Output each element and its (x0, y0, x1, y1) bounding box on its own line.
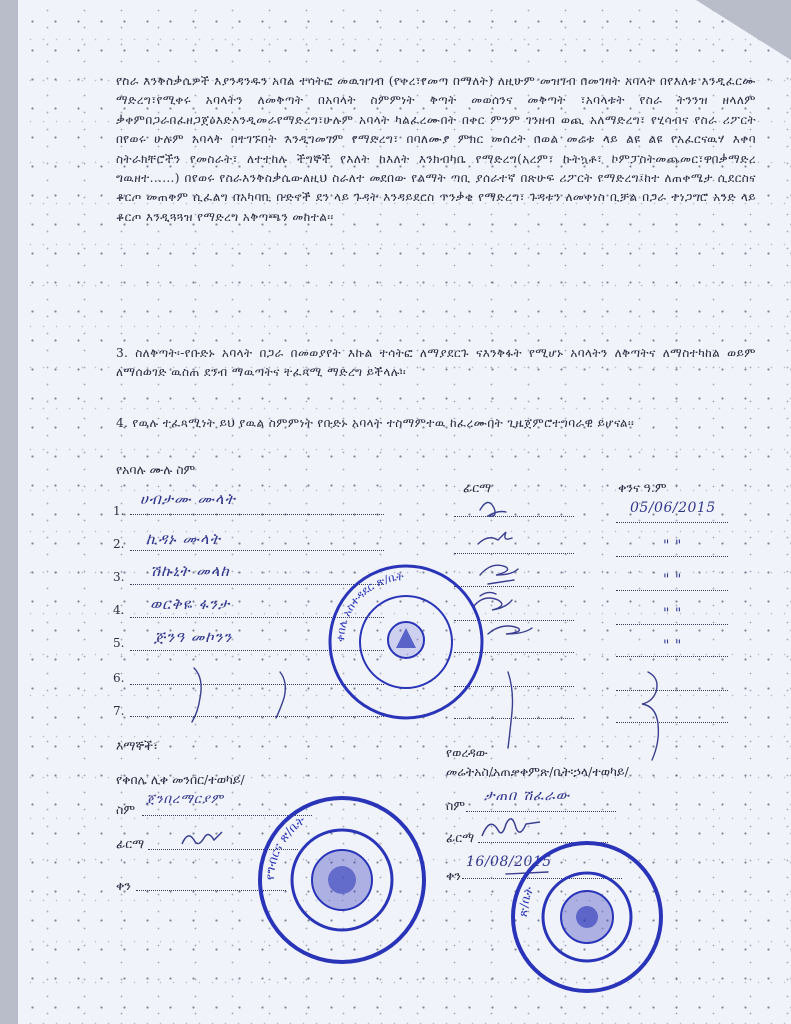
member-date: " " (663, 638, 682, 654)
member-name: ሀብታሙ ሙላት (140, 490, 236, 508)
woreda-title-line1: የወረዳው (446, 745, 488, 760)
col-header-signature: ፊርማ (463, 480, 492, 495)
col-header-date: ቀንና ዓ.ም (618, 480, 667, 495)
woreda-name-value: ታጠበ ሽፈራው (484, 788, 571, 804)
bracket-mark (276, 672, 285, 718)
row-number: 5. (113, 636, 125, 650)
kebele-rep-title: የቀበሌ ሊቀ መንበር/ተወካይ/ (116, 772, 245, 787)
stamp-text: ቀበሌ አስተዳደር ጽ/ቤት (333, 569, 405, 643)
col-header-name: የአባሉ ሙሉ ስም (116, 462, 196, 477)
kebele-date-label: ቀን (116, 878, 131, 893)
member-date: " " (663, 572, 682, 588)
member-name: ኪዳኑ ሙላት (146, 530, 221, 548)
kebele-name-value: ጀንበረማርያም (146, 792, 224, 807)
stamp-text: ጽ/ቤት (515, 884, 537, 918)
kebele-name-label: ስም (116, 802, 136, 817)
bracket-mark (192, 668, 201, 722)
row-number: 1. (113, 504, 125, 518)
row-number: 3. (113, 570, 125, 584)
woreda-name-label: ስም (446, 798, 466, 813)
signature-scribble (478, 532, 512, 544)
kebele-signature (178, 826, 228, 852)
bracket-mark (642, 672, 658, 760)
woreda-title-line2: መሬትአስ/አጠቃቀምጽ/ቤት፡ኃላ/ተወካይ/ (446, 764, 629, 779)
member-name: ወርቅዬ ፋንታ (150, 595, 231, 613)
woreda-stamp (508, 838, 666, 996)
kebele-stamp (326, 562, 486, 722)
signature-scribble (480, 502, 506, 516)
woreda-signature-label: ፊርማ (446, 830, 475, 845)
member-name: ጅንዓ መኮንን (154, 628, 233, 646)
kebele-signature-label: ፊርማ (116, 836, 145, 851)
bracket-mark (508, 672, 513, 748)
member-date: " " (663, 606, 682, 622)
paragraph-penalty: 3. ስለቅጣት፡-የቡድኑ አባላት በጋራ በመወያየት እኩል ተሳትፎ ለማያደርጉ ናእንቅፋት የሚሆኑ አባላትን ለቅጣትና ለማስተካከል ወይም ለማሰወገድ ዉስጠ ደንብ ማዉጣትና ተፈጻሚ ማድረግ ይችላሉ፡፡ (116, 346, 756, 380)
agriculture-stamp (256, 794, 428, 966)
paragraph-duties: የስራ እንቅስቃሴዎች እያንዳንዱን አባል ተሳትፎ መዉዝገብ (የቀረ፣የመጣ በማለት) ለዚሁም መዝገብ በመገዛት አባላት በየእለቱ እንዲፈርሙ ማድረግ፣የሚቀሩ አባላትን ለመቅጣት በአባላት ስምምነት ቅጣት መወሰንና መቅጣት ፣አባላቱት የስራ ትንንዝ ዘላለም ቃቀምበጋራበፈዘጋጀዕእድእንዲመራየማድረግ፣ሁሉም አባላት ካልፈረሙበት በቀር ምንም ገንዘብ ወጪ አለማድረግ፣ የሂሳብና የስራ ሪፖርት በየወሩ ሁሉም አባላት በተገኙበት እንዲገመገም የማድረግ፣ በባለሙያ ምክር መሰረት በወል መሬቱ ላይ ልዩ ልዩ የአፈርናዉሃ እቀባ ስትራክቸሮችን የመስራት፣ ለተተከሉ ችግኞች የእለት ከእለት እንክብካቤ የማድረግ(አረም፣ ኩትኳቶ፣ ኮምፓስትመጨመር፣ዋበቃማድረ ግዉዘተ......) በየወሩ የስራእንቅስቃሴውለዚህ ስራለተ መደበው የልማት ጣቢ ያሰራተኛ በጽሁፍ ሪፖርት የማድረግ፤ከተ ለጠቀሜታ ሲደርስና ቆርጦ መጠቀም ሲፈልግ በአካባቢ ቡድኖች ደን ላይ ጉዳት እንዳይደርስ ጥንቃቄ የማድረግ፣ ጉዳቱን ለመቀነስ ቢቻል በጋራ ተነጋግሮ አንድ ላይ ቆርጦ እንዲጓጓዝ የማድረግ አቅጣጫን መከተል፡፡ (116, 74, 756, 224)
woreda-date-label: ቀን (446, 868, 461, 883)
witnesses-heading: እማኞች፣ (116, 738, 159, 753)
row-number: 7. (113, 704, 125, 718)
row-number: 2. (113, 537, 125, 551)
member-date: 05/06/2015 (630, 500, 716, 516)
row-number: 6. (113, 671, 125, 685)
signature-scribble (488, 626, 532, 634)
woreda-date-value: 16/08/2015 (466, 854, 552, 870)
member-name: ሽኩኒት መላከ (150, 562, 230, 580)
row-number: 4. (113, 603, 125, 617)
stamp-text: የግብርና ጽ/ቤት (262, 813, 308, 881)
member-date: " " (663, 538, 682, 554)
document-page (18, 0, 791, 1024)
paragraph-effectiveness: 4. የዉሉ ተፈጻሚነት ይህ የዉል ስምምነት የቡድኑ አባላት ተስማምተዉ ከፈረሙበት ጊዜጀምሮተግባራዊ ይሆናል፡፡ (116, 416, 635, 430)
